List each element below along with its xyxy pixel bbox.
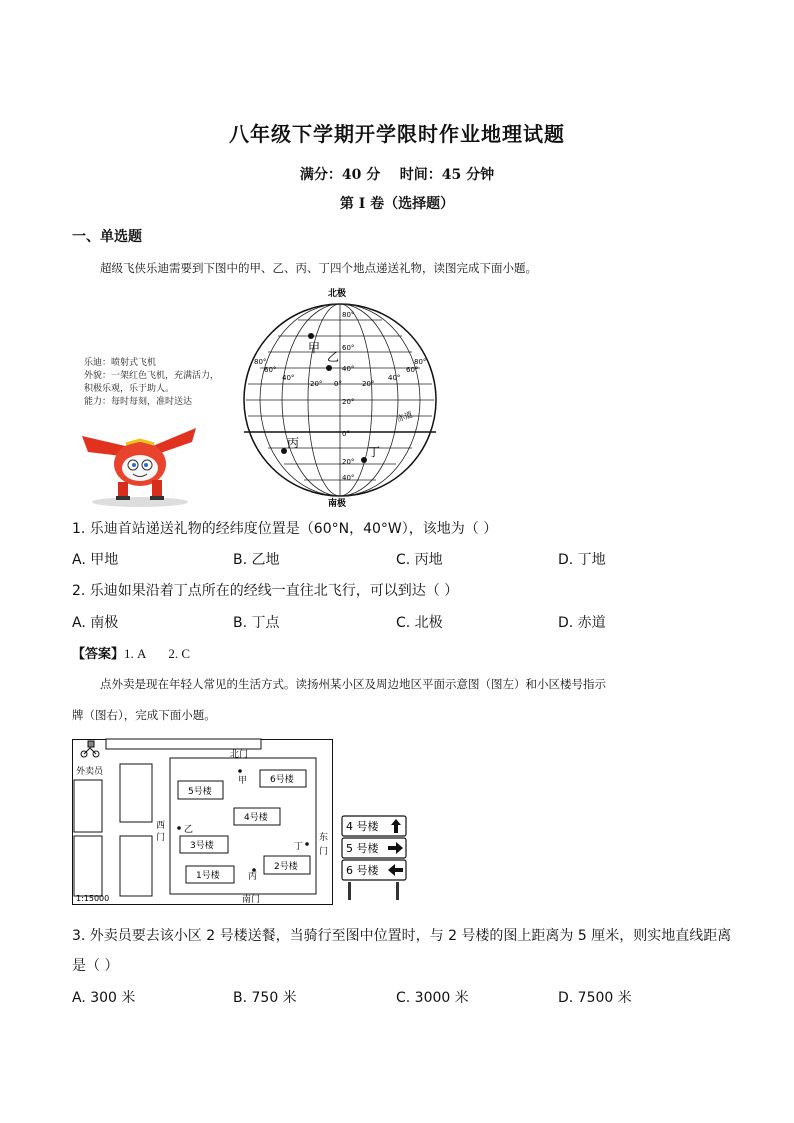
answer-text: 1. A 2. C [124, 646, 191, 661]
building-5-label: 5号楼 [188, 787, 212, 797]
page-title: 八年级下学期开学限时作业地理试题 [229, 122, 565, 146]
question-1-stem: 1. 乐迪首站递送礼物的经纬度位置是（60°N，40°W），该地为（ ） [72, 521, 498, 537]
north-gate-label: 北门 [230, 750, 249, 760]
lon-label: 20° [362, 380, 375, 388]
profile-line: 乐迪：喷射式飞机 [84, 358, 157, 368]
point-yi-label: 乙 [327, 350, 340, 364]
equator-label: 赤道 [395, 409, 414, 424]
profile-line: 能力：每时每刻，准时送达 [84, 397, 193, 407]
option-2c[interactable]: C. 北极 [396, 615, 443, 631]
answer-label: 【答案】 [72, 647, 125, 662]
profile-line: 积极乐观，乐于助人。 [84, 384, 175, 394]
south-pole-label: 南极 [328, 499, 347, 508]
point-bing-label: 丙 [248, 872, 258, 882]
lat-label: 20° [342, 458, 355, 466]
map-scale: 1:15000 [76, 894, 110, 903]
building-6-label: 6号楼 [270, 775, 294, 785]
lat-label: 20° [342, 398, 355, 406]
lon-label: 40° [388, 374, 401, 382]
building-1-label: 1号楼 [196, 871, 220, 881]
option-2b[interactable]: B. 丁点 [233, 615, 280, 631]
option-3a[interactable]: A. 300 米 [72, 990, 136, 1006]
option-2a[interactable]: A. 南极 [72, 615, 119, 631]
question-2-stem: 2. 乐迪如果沿着丁点所在的经线一直往北飞行，可以到达（ ） [72, 583, 459, 599]
lon-label: 20° [310, 380, 323, 388]
lat-label: 40° [342, 474, 355, 482]
option-2d[interactable]: D. 赤道 [558, 615, 606, 631]
exam-info: 满分：40 分 时间：45 分钟 [299, 167, 495, 183]
point-jia-label: 甲 [238, 776, 248, 786]
building-3-label: 3号楼 [190, 841, 214, 851]
option-1d[interactable]: D. 丁地 [558, 552, 606, 568]
sign-label-5: 5 号楼 [346, 842, 379, 855]
option-3c[interactable]: C. 3000 米 [396, 990, 469, 1006]
lon-label: 80° [254, 358, 267, 366]
airplane-illustration [78, 418, 200, 508]
option-3d[interactable]: D. 7500 米 [558, 990, 632, 1006]
lon-label: 60° [264, 366, 277, 374]
option-1b[interactable]: B. 乙地 [233, 552, 280, 568]
west-gate-label: 西 [156, 821, 166, 831]
north-pole-label: 北极 [328, 289, 347, 299]
east-gate-label: 东 [319, 833, 329, 843]
point-ding-label: 丁 [294, 842, 304, 852]
point-yi-marker [326, 365, 332, 371]
volume-heading: 第 I 卷（选择题） [339, 196, 455, 212]
east-gate-label: 门 [319, 847, 329, 857]
sign-label-4: 4 号楼 [346, 820, 379, 833]
answer-line [72, 643, 190, 662]
west-gate-label: 门 [156, 833, 166, 843]
option-3b[interactable]: B. 750 米 [233, 990, 297, 1006]
question-3-stem-line-2: 是（ ） [72, 958, 119, 974]
point-bing-marker [252, 868, 256, 872]
point-ding-marker [361, 457, 367, 463]
lon-label: 0° [334, 380, 342, 388]
point-yi-label: 乙 [184, 825, 194, 835]
point-jia-label: 甲 [308, 341, 321, 355]
neighborhood-map [72, 736, 334, 906]
lon-label: 40° [282, 374, 295, 382]
south-gate-label: 南门 [242, 895, 261, 905]
lat-label: 40° [342, 365, 355, 373]
point-ding-marker [305, 842, 309, 846]
sign-label-6: 6 号楼 [346, 864, 379, 877]
lat-label: 60° [342, 344, 355, 352]
lat-label: 80° [342, 311, 355, 319]
section-heading: 一、单选题 [72, 229, 142, 245]
building-2-label: 2号楼 [274, 862, 298, 872]
lon-label: 80° [414, 358, 427, 366]
passage-2-line-1: 点外卖是现在年轻人常见的生活方式。读扬州某小区及周边地区平面示意图（图左）和小区楼号指示 [100, 677, 606, 691]
point-ding-label: 丁 [368, 445, 381, 459]
point-jia-marker [238, 769, 242, 773]
building-4-label: 4号楼 [244, 813, 268, 823]
point-jia-marker [308, 333, 314, 339]
point-bing-label: 丙 [287, 436, 300, 450]
courier-label: 外卖员 [76, 767, 104, 777]
question-3-stem-line-1: 3. 外卖员要去该小区 2 号楼送餐，当骑行至图中位置时，与 2 号楼的图上距离为 5 厘米，则实地直线距离 [72, 928, 732, 944]
profile-line: 外貌：一架红色飞机，充满活力， [84, 371, 220, 381]
option-1a[interactable]: A. 甲地 [72, 552, 119, 568]
point-yi-marker [177, 826, 181, 830]
passage-2-line-2: 牌（图右），完成下面小题。 [72, 708, 216, 722]
option-1c[interactable]: C. 丙地 [396, 552, 443, 568]
lat-label: 0° [342, 430, 350, 438]
building-signpost [340, 812, 410, 902]
lon-label: 60° [406, 366, 419, 374]
passage-1: 超级飞侠乐迪需要到下图中的甲、乙、丙、丁四个地点递送礼物，读图完成下面小题。 [100, 261, 537, 275]
globe-diagram [238, 284, 443, 508]
character-profile [84, 357, 219, 409]
